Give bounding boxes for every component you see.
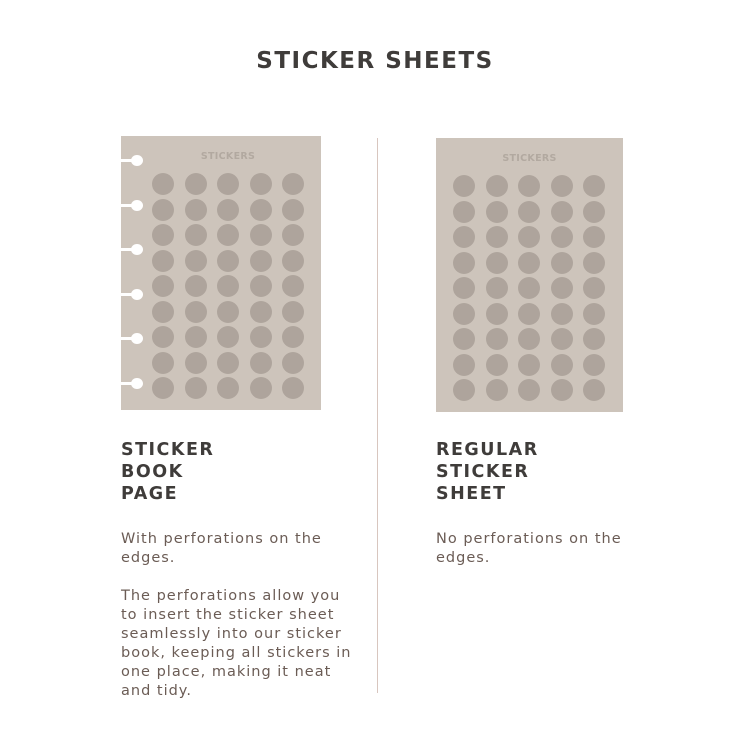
sticker-circle bbox=[583, 201, 605, 223]
sticker-circle bbox=[282, 224, 304, 246]
sticker-circle bbox=[518, 175, 540, 197]
sticker-circle bbox=[217, 352, 239, 374]
regular-sticker-sheet-illustration bbox=[436, 138, 623, 412]
sticker-circle bbox=[152, 173, 174, 195]
notch-hole bbox=[131, 378, 143, 389]
sticker-circle bbox=[551, 277, 573, 299]
sticker-circle bbox=[453, 354, 475, 376]
sticker-circle bbox=[453, 379, 475, 401]
sticker-circle bbox=[282, 326, 304, 348]
sticker-circle bbox=[185, 250, 207, 272]
sticker-circle bbox=[250, 224, 272, 246]
sticker-circle bbox=[453, 328, 475, 350]
regular-sticker-sheet-heading bbox=[436, 439, 539, 505]
heading-line: STICKER bbox=[121, 440, 215, 460]
sticker-circle bbox=[217, 224, 239, 246]
sticker-circle bbox=[185, 173, 207, 195]
sticker-circle bbox=[583, 175, 605, 197]
perforation-notch bbox=[119, 200, 144, 211]
sticker-circle bbox=[152, 250, 174, 272]
page-title: STICKER SHEETS bbox=[256, 48, 494, 74]
sticker-circle bbox=[551, 201, 573, 223]
sticker-circle bbox=[518, 303, 540, 325]
sticker-circle bbox=[282, 250, 304, 272]
sticker-circle bbox=[250, 275, 272, 297]
sticker-circle bbox=[518, 354, 540, 376]
sticker-book-page-description: With perforations on the edges. bbox=[121, 531, 322, 566]
sticker-circle bbox=[217, 275, 239, 297]
sticker-circle bbox=[152, 352, 174, 374]
sticker-circle bbox=[518, 328, 540, 350]
sticker-circle bbox=[152, 301, 174, 323]
sticker-circle bbox=[282, 199, 304, 221]
perforation-explanation: The perforations allow you to insert the sticker sheet seamlessly into our sticker book, keeping all stickers in one place, making it neat and tidy. bbox=[121, 588, 352, 699]
sticker-circle bbox=[486, 252, 508, 274]
perforation-notch bbox=[119, 289, 144, 300]
sticker-circle bbox=[185, 224, 207, 246]
sticker-circle bbox=[486, 226, 508, 248]
sticker-circle bbox=[152, 377, 174, 399]
sticker-circle bbox=[282, 173, 304, 195]
sticker-circle bbox=[185, 352, 207, 374]
sticker-circle bbox=[486, 277, 508, 299]
sticker-circle bbox=[152, 275, 174, 297]
sticker-circle bbox=[518, 379, 540, 401]
regular-sticker-sheet-description: No perforations on the edges. bbox=[436, 531, 622, 566]
sticker-circle bbox=[185, 199, 207, 221]
sticker-circle bbox=[453, 277, 475, 299]
sticker-circle bbox=[152, 224, 174, 246]
notch-hole bbox=[131, 200, 143, 211]
sticker-circle bbox=[551, 379, 573, 401]
heading-line: SHEET bbox=[436, 484, 507, 504]
sticker-circle bbox=[518, 226, 540, 248]
sticker-circle bbox=[282, 377, 304, 399]
sticker-circle bbox=[453, 201, 475, 223]
sticker-circle bbox=[551, 252, 573, 274]
sticker-circle bbox=[583, 354, 605, 376]
sticker-circle bbox=[217, 301, 239, 323]
perforation-notch bbox=[119, 244, 144, 255]
sticker-circle bbox=[583, 226, 605, 248]
sheet-label: STICKERS bbox=[200, 151, 256, 162]
sticker-book-page-illustration bbox=[121, 136, 321, 410]
sticker-circle bbox=[185, 326, 207, 348]
sticker-circle bbox=[185, 275, 207, 297]
sticker-circle bbox=[551, 226, 573, 248]
sticker-circle bbox=[486, 175, 508, 197]
sticker-circle bbox=[217, 377, 239, 399]
sticker-circle bbox=[518, 252, 540, 274]
sticker-circle bbox=[453, 226, 475, 248]
perforation-notch bbox=[119, 155, 144, 166]
notch-hole bbox=[131, 333, 143, 344]
sticker-circle bbox=[250, 326, 272, 348]
column-divider bbox=[377, 138, 378, 693]
perforation-notch bbox=[119, 333, 144, 344]
sticker-circle bbox=[551, 354, 573, 376]
sticker-circle bbox=[217, 173, 239, 195]
sheet-label: STICKERS bbox=[502, 153, 557, 164]
sticker-circle bbox=[453, 252, 475, 274]
sticker-circle bbox=[583, 379, 605, 401]
sticker-circle bbox=[453, 303, 475, 325]
sticker-circle bbox=[185, 301, 207, 323]
sticker-circle bbox=[152, 199, 174, 221]
sticker-grid bbox=[152, 173, 304, 399]
sticker-circle bbox=[583, 303, 605, 325]
sticker-circle bbox=[453, 175, 475, 197]
sticker-circle bbox=[486, 379, 508, 401]
sticker-circle bbox=[282, 275, 304, 297]
heading-line: REGULAR bbox=[436, 440, 539, 460]
heading-line: PAGE bbox=[121, 484, 179, 504]
notch-hole bbox=[131, 244, 143, 255]
heading-line: STICKER bbox=[436, 462, 530, 482]
notch-hole bbox=[131, 289, 143, 300]
sticker-book-page-heading bbox=[121, 439, 214, 505]
sticker-circle bbox=[250, 301, 272, 323]
sticker-circle bbox=[518, 201, 540, 223]
sticker-circle bbox=[250, 377, 272, 399]
sticker-circle bbox=[250, 352, 272, 374]
sticker-circle bbox=[217, 199, 239, 221]
sticker-circle bbox=[486, 201, 508, 223]
sticker-circle bbox=[250, 199, 272, 221]
sticker-grid bbox=[453, 175, 605, 401]
sticker-circle bbox=[583, 277, 605, 299]
notch-hole bbox=[131, 155, 143, 166]
sticker-circle bbox=[282, 301, 304, 323]
sticker-circle bbox=[250, 250, 272, 272]
sticker-circle bbox=[551, 303, 573, 325]
sticker-circle bbox=[486, 328, 508, 350]
perforation-notch bbox=[119, 378, 144, 389]
sticker-circle bbox=[551, 328, 573, 350]
sticker-circle bbox=[551, 175, 573, 197]
sticker-circle bbox=[250, 173, 272, 195]
sticker-circle bbox=[486, 303, 508, 325]
sticker-circle bbox=[486, 354, 508, 376]
sticker-circle bbox=[583, 252, 605, 274]
sticker-circle bbox=[583, 328, 605, 350]
sticker-circle bbox=[217, 326, 239, 348]
sticker-circle bbox=[518, 277, 540, 299]
sticker-circle bbox=[185, 377, 207, 399]
sticker-circle bbox=[282, 352, 304, 374]
sticker-circle bbox=[217, 250, 239, 272]
sticker-circle bbox=[152, 326, 174, 348]
heading-line: BOOK bbox=[121, 462, 184, 482]
